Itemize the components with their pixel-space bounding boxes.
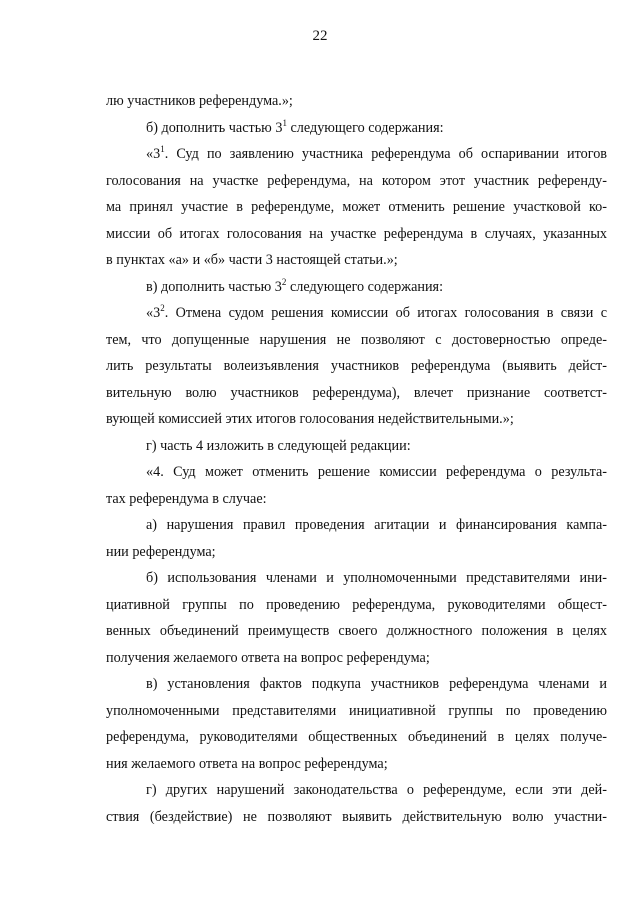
text-line: циативной группы по проведению референдума, руководителями общест-	[106, 596, 607, 613]
page-number: 22	[312, 28, 328, 44]
text-line	[106, 274, 607, 301]
text-line: г) других нарушений законодательства о референдуме, если эти дей-	[146, 782, 607, 798]
text-line: в) установления фактов подкупа участников референдума членами и	[146, 676, 607, 692]
text-line	[106, 300, 607, 327]
text-line: ствия (бездействие) не позволяют выявить действительную волю участни-	[106, 808, 607, 825]
text-fragment: «3	[146, 146, 161, 162]
text-line: в пунктах «а» и «б» части 3 настоящей статьи.»;	[106, 252, 398, 268]
text-line: «4. Суд может отменить решение комиссии референдума о результа-	[146, 464, 607, 480]
document-body	[106, 88, 607, 830]
text-fragment: в) дополнить частью 3	[146, 278, 282, 295]
text-fragment: «3	[146, 305, 161, 321]
text-line: тах референдума в случае:	[106, 490, 267, 507]
superscript: 2	[281, 276, 287, 287]
text-line: лю участников референдума.»;	[106, 93, 293, 109]
text-line: ния желаемого ответа на вопрос референдума;	[106, 755, 388, 772]
text-fragment: . Отмена судом решения комиссии об итогах голосования в связи с	[164, 305, 607, 321]
text-line	[106, 141, 607, 168]
text-line: б) использования членами и уполномоченными представителями ини-	[146, 570, 607, 586]
text-fragment: б) дополнить частью 3	[146, 119, 283, 136]
superscript: 1	[282, 117, 287, 128]
text-line: а) нарушения правил проведения агитации и финансирования кампа-	[146, 517, 607, 533]
text-line: нии референдума;	[106, 543, 216, 560]
text-line: референдума, руководителями общественных объединений в целях получе-	[106, 729, 607, 745]
text-line	[106, 115, 607, 142]
text-fragment: следующего содержания:	[286, 119, 444, 136]
text-line: получения желаемого ответа на вопрос референдума;	[106, 649, 430, 666]
text-line: вующей комиссией этих итогов голосования недействительными.»;	[106, 411, 514, 427]
text-line: уполномоченными представителями инициативной группы по проведению	[106, 702, 607, 719]
text-line: венных объединений преимуществ своего должностного положения в целях	[106, 623, 607, 639]
text-fragment: . Суд по заявлению участника референдума об оспаривании итогов	[164, 146, 607, 162]
superscript: 2	[160, 303, 165, 313]
text-line: ма принял участие в референдуме, может отменить решение участковой ко-	[106, 199, 607, 215]
text-line: миссии об итогах голосования на участке референдума в случаях, указанных	[106, 225, 607, 242]
text-fragment: следующего содержания:	[286, 278, 444, 295]
superscript: 1	[160, 144, 165, 154]
text-line: г) часть 4 изложить в следующей редакции:	[146, 437, 411, 454]
text-line: голосования на участке референдума, на котором этот участник референду-	[106, 172, 607, 189]
text-line: вительную волю участников референдума), влечет признание соответст-	[106, 384, 607, 401]
text-line: тем, что допущенные нарушения не позволяют с достоверностью опреде-	[106, 331, 607, 348]
text-line: лить результаты волеизъявления участников референдума (выявить дейст-	[106, 358, 607, 374]
